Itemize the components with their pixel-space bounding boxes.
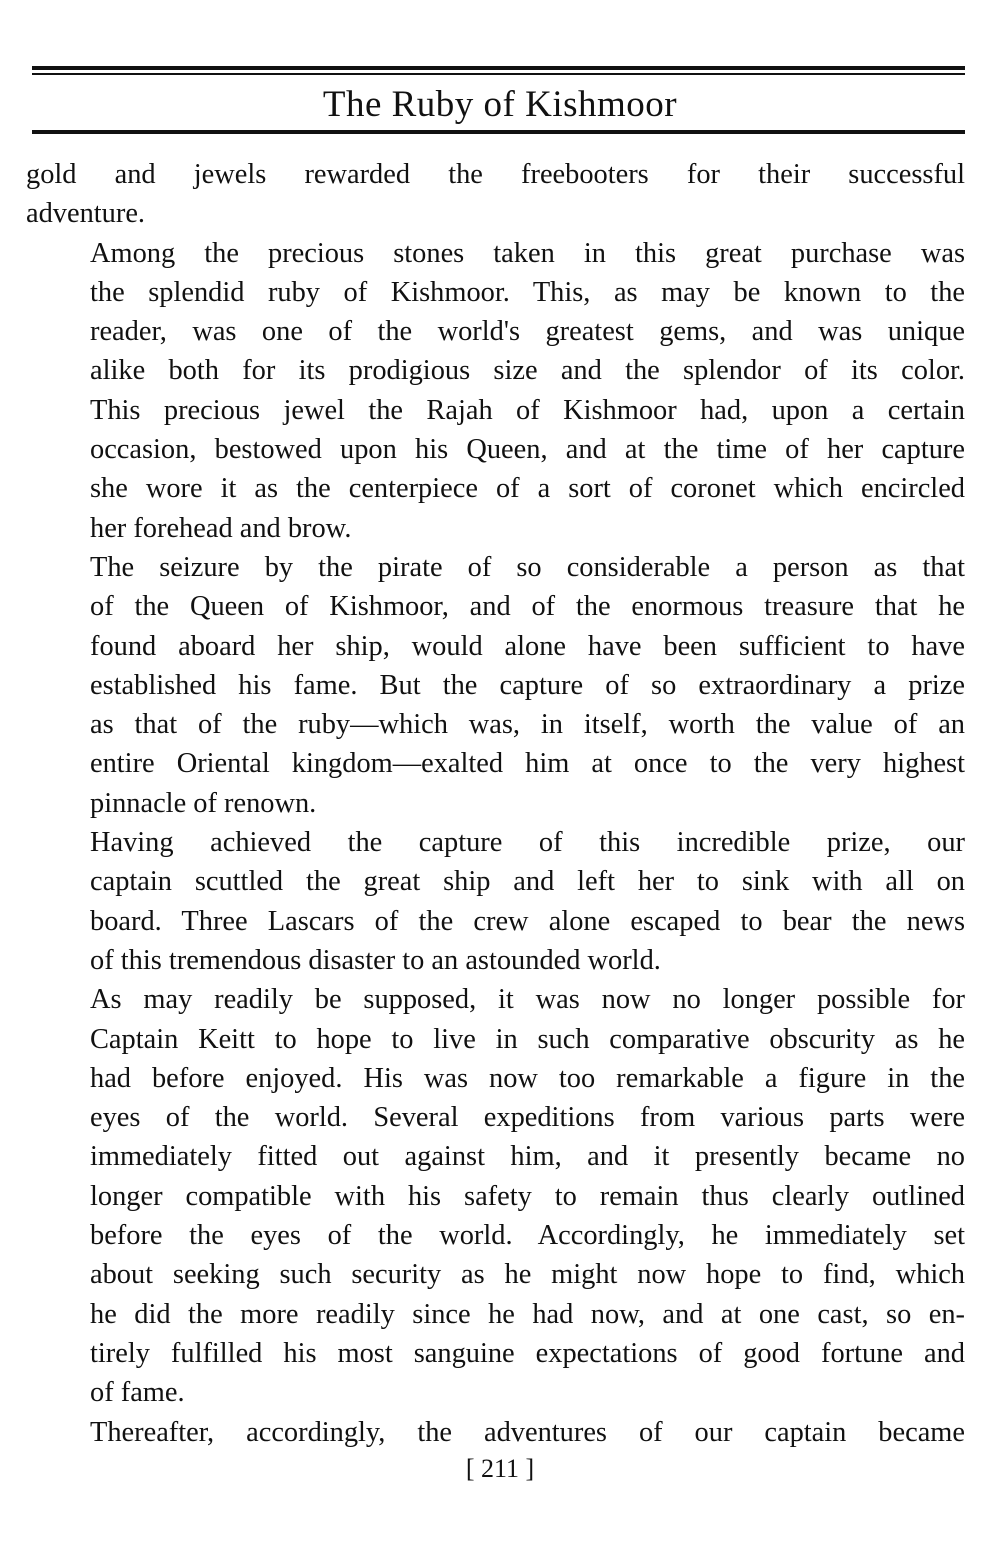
- text-line: adventure.: [26, 198, 146, 230]
- text-line: captain scuttled the great ship and left her to sink with all on: [90, 866, 965, 898]
- text-line: longer compatible with his safety to remain thus clearly outlined: [90, 1180, 965, 1212]
- text-line: board. Three Lascars of the crew alone escaped to bear the news: [90, 905, 965, 937]
- paragraph-3: [26, 548, 965, 823]
- text-line: the splendid ruby of Kishmoor. This, as may be known to the: [90, 276, 965, 308]
- text-line: entire Oriental kingdom—exalted him at once to the very highest: [90, 748, 965, 780]
- text-line: tirely fulfilled his most sanguine expectations of good fortune and: [90, 1337, 965, 1369]
- text-line: about seeking such security as he might now hope to find, which: [90, 1259, 965, 1291]
- text-line: alike both for its prodigious size and the splendor of its color.: [90, 355, 965, 387]
- text-line: Having achieved the capture of this incredible prize, our: [90, 827, 965, 859]
- running-title: The Ruby of Kishmoor: [322, 84, 678, 125]
- text-line: of fame.: [90, 1377, 185, 1409]
- paragraph-1: [26, 155, 965, 234]
- text-line: as that of the ruby—which was, in itself, worth the value of an: [90, 709, 965, 741]
- text-line: Thereafter, accordingly, the adventures of our captain became: [90, 1416, 965, 1448]
- text-line: pinnacle of renown.: [90, 787, 317, 819]
- text-line: The seizure by the pirate of so considerable a person as that: [90, 551, 965, 583]
- text-line: before the eyes of the world. Accordingly, he immediately set: [90, 1220, 965, 1252]
- text-line: This precious jewel the Rajah of Kishmoor had, upon a certain: [90, 394, 965, 426]
- text-line: eyes of the world. Several expeditions from various parts were: [90, 1102, 965, 1134]
- page-body: [26, 155, 965, 1452]
- text-line: occasion, bestowed upon his Queen, and at the time of her capture: [90, 434, 965, 466]
- text-line: her forehead and brow.: [90, 512, 352, 544]
- paragraph-6: [26, 1413, 965, 1452]
- text-line: immediately fitted out against him, and it presently became no: [90, 1141, 965, 1173]
- text-line: Captain Keitt to hope to live in such comparative obscurity as he: [90, 1023, 965, 1055]
- text-line: had before enjoyed. His was now too remarkable a figure in the: [90, 1062, 965, 1094]
- text-line: of this tremendous disaster to an astounded world.: [90, 944, 661, 976]
- text-line: gold and jewels rewarded the freebooters for their successful: [26, 159, 965, 190]
- header-rule-top-thin: [32, 73, 965, 75]
- header-rule-top: [32, 66, 965, 70]
- paragraph-5: [26, 980, 965, 1412]
- text-line: of the Queen of Kishmoor, and of the enormous treasure that he: [90, 591, 965, 623]
- text-line: reader, was one of the world's greatest gems, and was unique: [90, 316, 965, 348]
- paragraph-2: [26, 234, 965, 548]
- text-line: As may readily be supposed, it was now no longer possible for: [90, 984, 965, 1016]
- header-rule-bottom: [32, 130, 965, 134]
- text-line: he did the more readily since he had now, and at one cast, so en-: [90, 1298, 965, 1330]
- page-number: [ 211 ]: [465, 1454, 535, 1483]
- text-line: Among the precious stones taken in this great purchase was: [90, 237, 965, 269]
- text-line: found aboard her ship, would alone have been sufficient to have: [90, 630, 965, 662]
- text-line: established his fame. But the capture of so extraordinary a prize: [90, 669, 965, 701]
- paragraph-4: [26, 823, 965, 980]
- text-line: she wore it as the centerpiece of a sort of coronet which encircled: [90, 473, 965, 505]
